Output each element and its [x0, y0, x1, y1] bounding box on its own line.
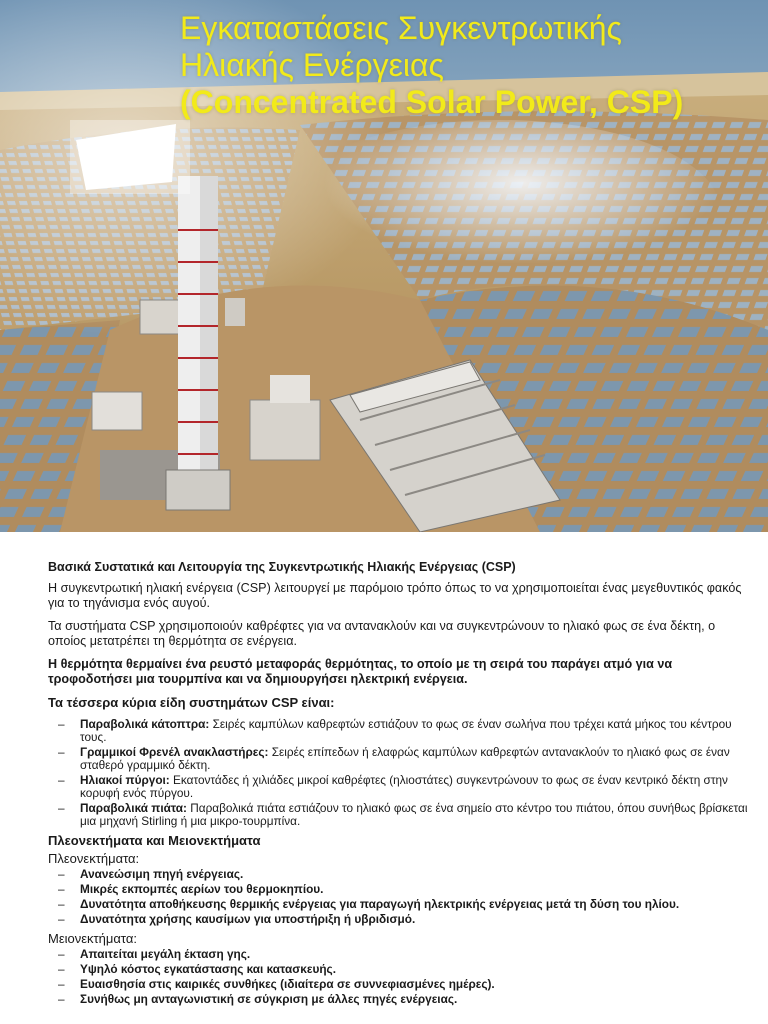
list-item: – Μικρές εκπομπές αερίων του θερμοκηπίου.: [48, 882, 748, 897]
list-item: – Γραμμικοί Φρενέλ ανακλαστήρες: Σειρές επίπεδων ή ελαφρώς καμπύλων καθρεφτών αντανακλούν το ηλιακό φως σε έναν σταθερό γραμμικό δέκτη.: [48, 746, 748, 771]
list-item: – Παραβολικά κάτοπτρα: Σειρές καμπύλων καθρεφτών εστιάζουν το φως σε έναν σωλήνα που τρέχει κατά μήκος του κέντρου τους.: [48, 718, 748, 743]
disadvantages-heading: Μειονεκτήματα:: [48, 931, 137, 946]
page-title: [180, 10, 683, 121]
proscons-heading: Πλεονεκτήματα και Μειονεκτήματα: [48, 833, 261, 848]
disadvantages-list: [48, 947, 748, 1007]
mirrors-paragraph: Τα συστήματα CSP χρησιμοποιούν καθρέφτες για να αντανακλούν και να συγκεντρώνουν το ηλιακό φως σε ένα δέκτη, ο οποίος μετατρέπει τη θερμότητα σε ενέργεια.: [48, 619, 716, 648]
section-heading: Βασικά Συστατικά και Λειτουργία της Συγκεντρωτικής Ηλιακής Ενέργειας (CSP): [48, 560, 516, 574]
advantages-list: [48, 867, 748, 927]
intro-paragraph: Η συγκεντρωτική ηλιακή ενέργεια (CSP) λειτουργεί με παρόμοιο τρόπο όπως το να χρησιμοποιείται ένας μεγεθυντικός φακός για το τηγάνισμα ενός αυγού.: [48, 581, 742, 610]
list-item: – Συνήθως μη ανταγωνιστική σε σύγκριση με άλλες πηγές ενέργειας.: [48, 992, 748, 1007]
list-item: – Υψηλό κόστος εγκατάστασης και κατασκευής.: [48, 962, 748, 977]
heat-paragraph: Η θερμότητα θερμαίνει ένα ρευστό μεταφοράς θερμότητας, το οποίο με τη σειρά του παράγει ατμό για να τροφοδοτήσει μια τουρμπίνα και να δημιουργήσει ηλεκτρική ενέργεια.: [48, 657, 673, 686]
list-item: – Απαιτείται μεγάλη έκταση γης.: [48, 947, 748, 962]
title-line-1: Εγκαταστάσεις Συγκεντρωτικής: [180, 10, 622, 46]
advantages-heading: Πλεονεκτήματα:: [48, 851, 140, 866]
list-item: – Ηλιακοί πύργοι: Εκατοντάδες ή χιλιάδες μικροί καθρέφτες (ηλιοστάτες) συγκεντρώνουν το φως σε έναν κεντρικό δέκτη στην κορυφή ενός πύργου.: [48, 774, 748, 799]
document-body: [48, 560, 748, 1011]
types-heading: Τα τέσσερα κύρια είδη συστημάτων CSP είναι:: [48, 695, 335, 710]
title-line-2: Ηλιακής Ενέργειας: [180, 47, 444, 83]
list-item: – Ανανεώσιμη πηγή ενέργειας.: [48, 867, 748, 882]
list-item: – Παραβολικά πιάτα: Παραβολικά πιάτα εστιάζουν το ηλιακό φως σε ένα σημείο στο κέντρο του πιάτου, όπου συνήθως βρίσκεται μια μηχανή Stirling ή μια μικρο-τουρμπίνα.: [48, 802, 748, 827]
list-item: – Ευαισθησία στις καιρικές συνθήκες (ιδιαίτερα σε συννεφιασμένες ημέρες).: [48, 977, 748, 992]
title-line-3: (Concentrated Solar Power, CSP): [180, 84, 684, 120]
csp-types-list: [48, 718, 748, 827]
list-item: – Δυνατότητα χρήσης καυσίμων για υποστήριξη ή υβριδισμό.: [48, 912, 748, 927]
list-item: – Δυνατότητα αποθήκευσης θερμικής ενέργειας για παραγωγή ηλεκτρικής ενέργειας μετά τη δύση του ηλίου.: [48, 897, 748, 912]
